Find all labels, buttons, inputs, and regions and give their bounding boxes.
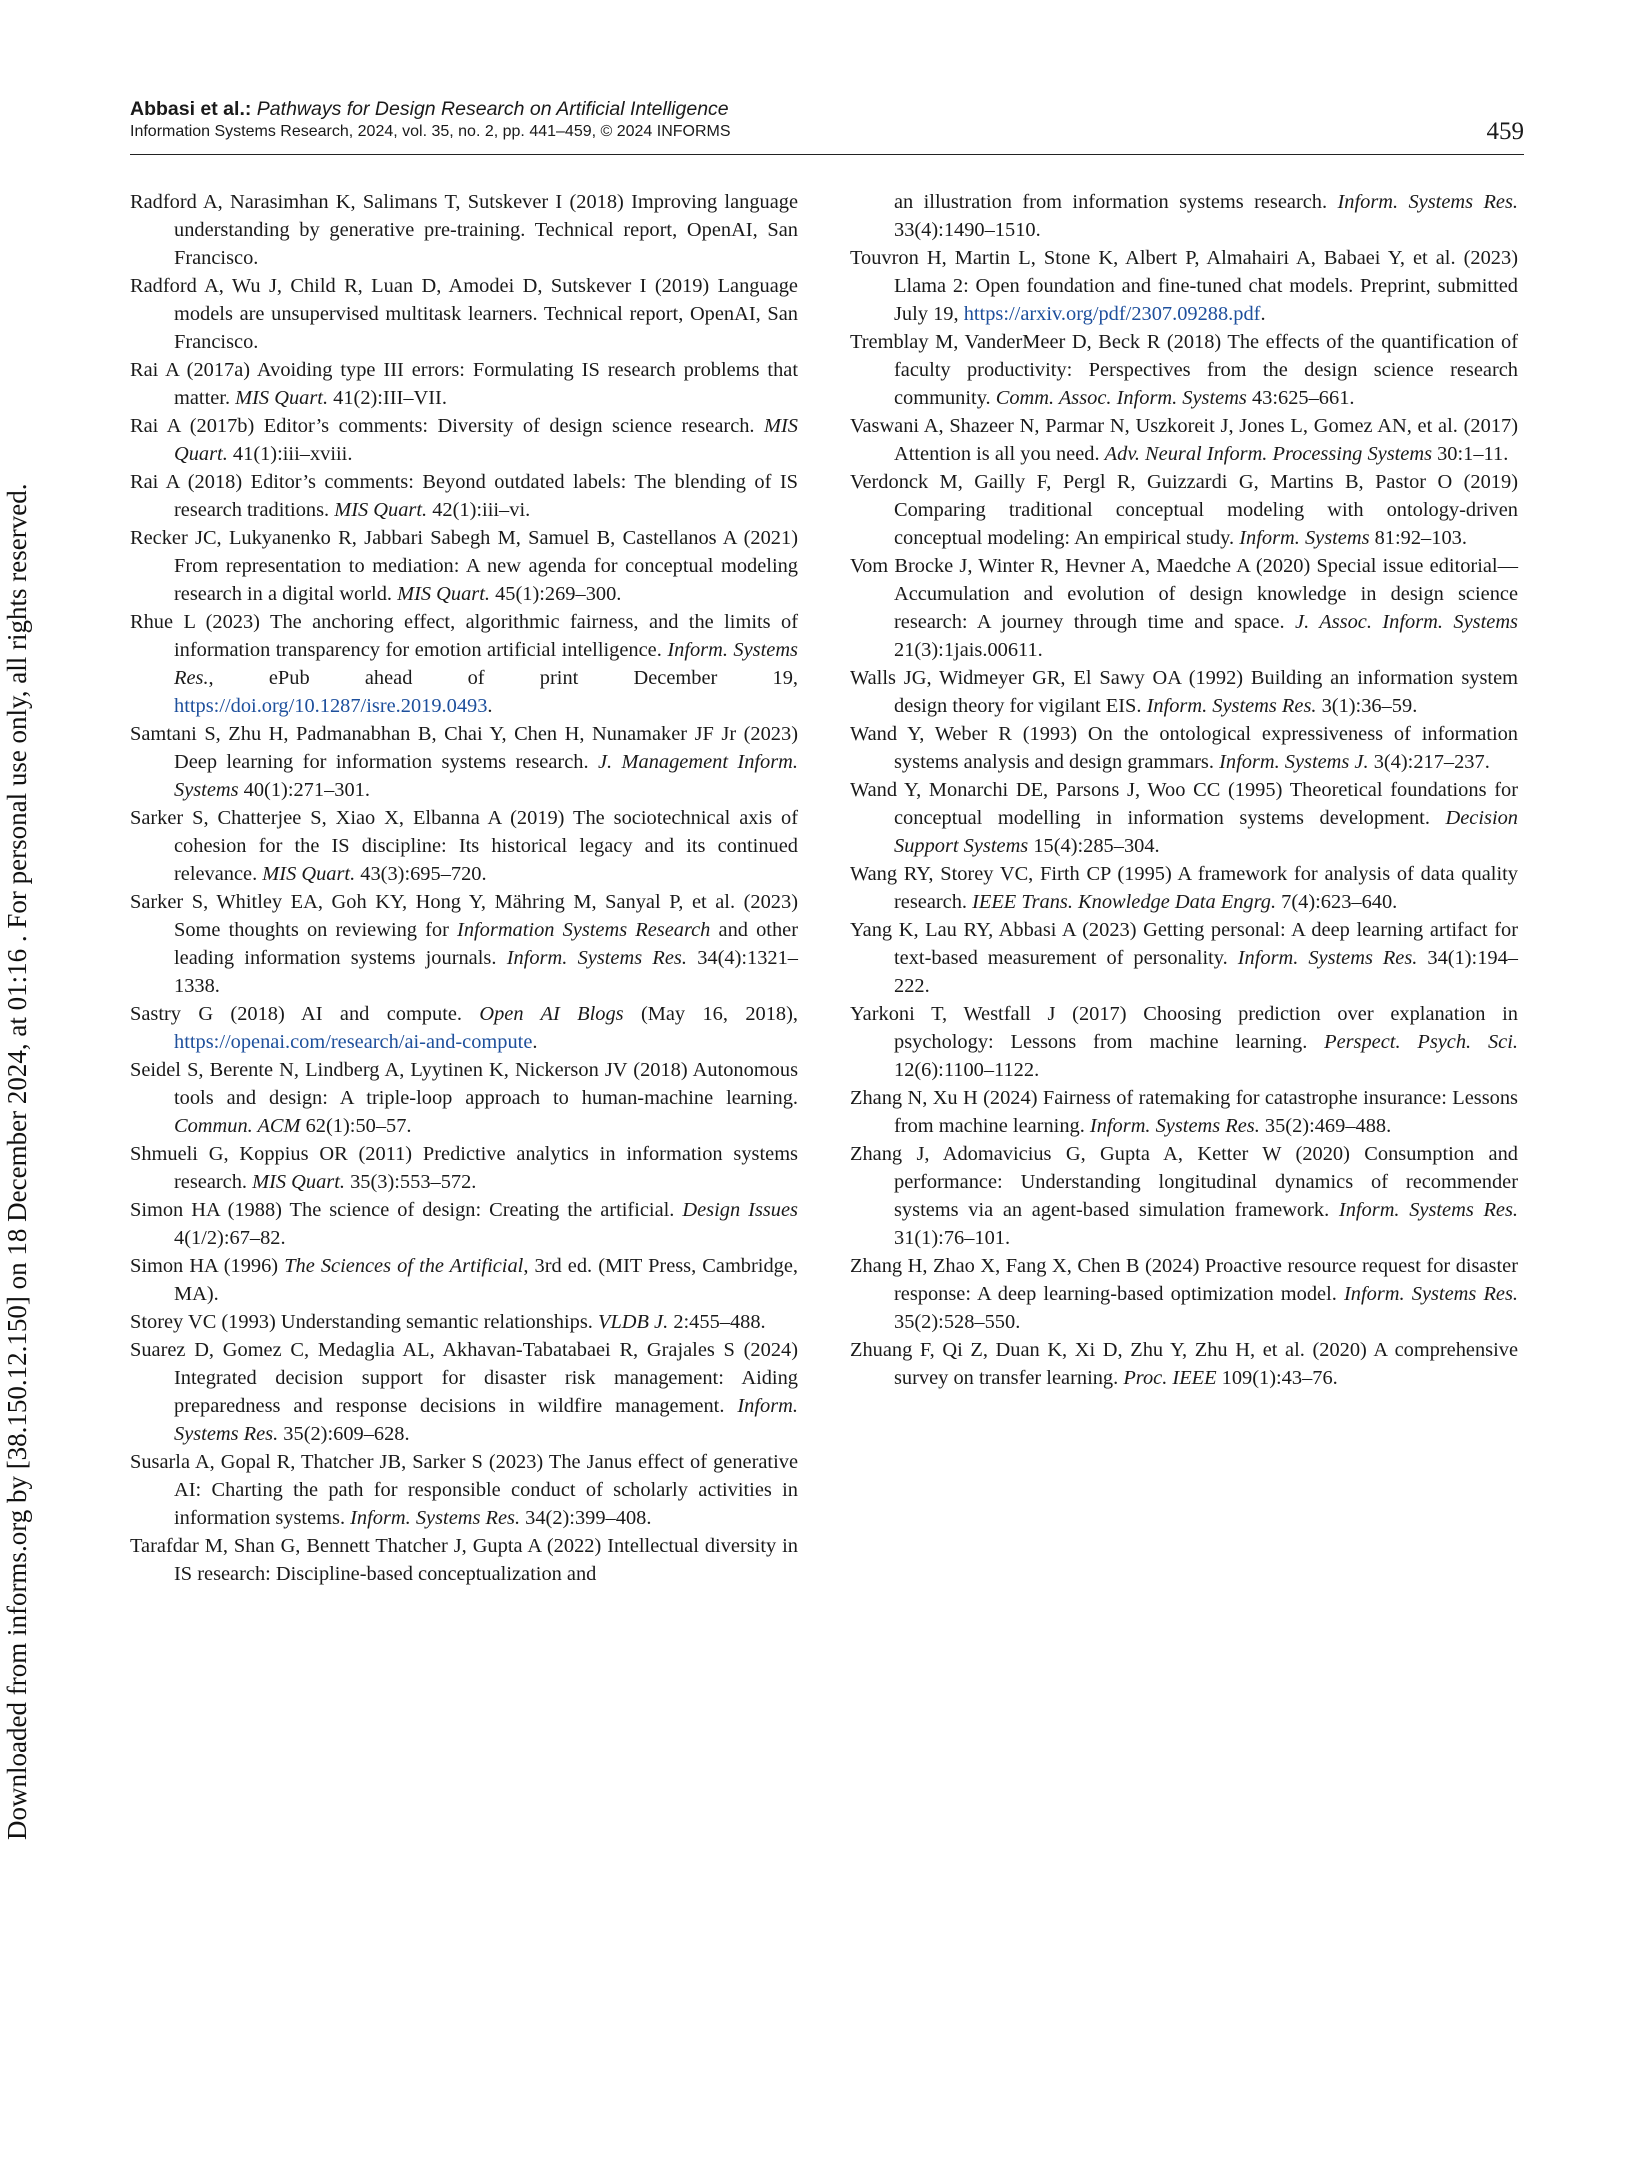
reference-entry (850, 468, 1518, 552)
reference-text: Samtani S, Zhu H, Padmanabhan B, Chai Y, Chen H, Nunamaker JF Jr (2023) Deep learning for information systems research. (130, 723, 798, 773)
reference-end: . (487, 695, 493, 717)
reference-text: Touvron H, Martin L, Stone K, Albert P, Almahairi A, Babaei Y, et al. (2023) Llama 2: Open foundation and fine-tuned chat models. Preprint, submitted July 19, (850, 247, 1518, 325)
reference-entry (130, 1252, 798, 1308)
reference-tail: 41(2):III–VII. (328, 387, 447, 409)
reference-text: Sastry G (2018) AI and compute. (130, 1003, 480, 1025)
reference-end: . (532, 1031, 538, 1053)
reference-entry (850, 720, 1518, 776)
reference-entry (850, 328, 1518, 412)
reference-entry (130, 1448, 798, 1532)
reference-tail: 30:1–11. (1432, 443, 1509, 465)
reference-text: Seidel S, Berente N, Lindberg A, Lyytinen K, Nickerson JV (2018) Autonomous tools and design: A triple-loop approach to human-machine learning. (130, 1059, 798, 1109)
reference-tail: 40(1):271–301. (238, 779, 370, 801)
reference-entry (850, 412, 1518, 468)
reference-tail: 31(1):76–101. (894, 1227, 1011, 1249)
reference-entry (130, 720, 798, 804)
reference-entry (850, 1140, 1518, 1252)
reference-journal: Design Issues (682, 1199, 798, 1221)
reference-tail: 45(1):269–300. (489, 583, 622, 605)
reference-journal: Proc. IEEE (1123, 1367, 1217, 1389)
reference-link[interactable]: https://arxiv.org/pdf/2307.09288.pdf (963, 303, 1261, 325)
reference-entry (850, 1336, 1518, 1392)
reference-entry (850, 1084, 1518, 1140)
reference-text: Rai A (2018) Editor’s comments: Beyond outdated labels: The blending of IS research traditions. (130, 471, 798, 521)
reference-journal: Information Systems Research (457, 919, 711, 941)
download-watermark: Downloaded from informs.org by [38.150.12.150] on 18 December 2024, at 01:16 . For personal use only, all rights reserved. (2, 483, 32, 1840)
reference-journal: Inform. Systems J. (1219, 751, 1369, 773)
reference-entry (130, 1000, 798, 1056)
reference-entry (130, 468, 798, 524)
reference-text: Walls JG, Widmeyer GR, El Sawy OA (1992) Building an information system design theory for vigilant EIS. (850, 667, 1518, 717)
reference-journal: Comm. Assoc. Inform. Systems (995, 387, 1247, 409)
reference-text: Susarla A, Gopal R, Thatcher JB, Sarker S (2023) The Janus effect of generative AI: Charting the path for responsible conduct of scholarly activities in information systems. (130, 1451, 798, 1529)
reference-tail: 3(4):217–237. (1368, 751, 1490, 773)
reference-text: Storey VC (1993) Understanding semantic relationships. (130, 1311, 598, 1333)
reference-tail: 62(1):50–57. (300, 1115, 412, 1137)
header-title-line (130, 98, 1524, 121)
reference-journal: IEEE Trans. Knowledge Data Engrg. (972, 891, 1277, 913)
reference-journal: Inform. Systems Res. (174, 1395, 798, 1445)
reference-journal: Inform. Systems Res. (506, 947, 687, 969)
reference-journal: Adv. Neural Inform. Processing Systems (1104, 443, 1433, 465)
running-header (130, 98, 1524, 143)
reference-entry (130, 1336, 798, 1448)
reference-tail: (May 16, 2018), (623, 1003, 798, 1025)
reference-entry (850, 916, 1518, 1000)
reference-tail: 43(3):695–720. (355, 863, 487, 885)
reference-tail: 33(4):1490–1510. (894, 219, 1041, 241)
reference-tail: 34(1):194–222. (894, 947, 1518, 997)
reference-entry (130, 188, 798, 272)
reference-journal: Inform. Systems Res. (1089, 1115, 1260, 1137)
reference-journal: MIS Quart. (174, 415, 798, 465)
reference-entry (850, 552, 1518, 664)
header-authors: Abbasi et al.: (130, 98, 252, 120)
reference-journal: MIS Quart. (334, 499, 428, 521)
reference-text: Tarafdar M, Shan G, Bennett Thatcher J, Gupta A (2022) Intellectual diversity in IS research: Discipline-based conceptualization and (130, 1535, 798, 1585)
reference-link[interactable]: https://doi.org/10.1287/isre.2019.0493 (174, 695, 488, 717)
reference-text: Zhang J, Adomavicius G, Gupta A, Ketter W (2020) Consumption and performance: Understanding longitudinal dynamics of recommender systems via an agent-based simulation framework. (850, 1143, 1518, 1221)
reference-tail: 43:625–661. (1246, 387, 1355, 409)
header-article-title: Pathways for Design Research on Artificial Intelligence (256, 98, 729, 120)
reference-text: Yarkoni T, Westfall J (2017) Choosing prediction over explanation in psychology: Lessons from machine learning. (850, 1003, 1518, 1053)
reference-entry (130, 412, 798, 468)
reference-tail: 4(1/2):67–82. (174, 1227, 286, 1249)
reference-entry (130, 1308, 798, 1336)
reference-journal: Inform. Systems Res. (174, 639, 798, 689)
reference-entry (130, 272, 798, 356)
reference-entry (130, 1140, 798, 1196)
reference-tail: 12(6):1100–1122. (894, 1059, 1040, 1081)
reference-journal: Commun. ACM (174, 1115, 301, 1137)
reference-entry (130, 608, 798, 720)
reference-journal: Inform. Systems Res. (350, 1507, 521, 1529)
reference-journal: MIS Quart. (262, 863, 356, 885)
reference-tail: 7(4):623–640. (1276, 891, 1398, 913)
header-rule (130, 154, 1524, 155)
reference-text: Rai A (2017b) Editor’s comments: Diversity of design science research. (130, 415, 765, 437)
reference-text: Rai A (2017a) Avoiding type III errors: Formulating IS research problems that matter. (130, 359, 798, 409)
reference-entry (850, 776, 1518, 860)
reference-text: Simon HA (1988) The science of design: Creating the artificial. (130, 1199, 683, 1221)
reference-tail: 2:455–488. (668, 1311, 766, 1333)
reference-tail: 41(1):iii–xviii. (227, 443, 353, 465)
reference-text: Wand Y, Monarchi DE, Parsons J, Woo CC (1995) Theoretical foundations for conceptual modelling in information systems development. (850, 779, 1518, 829)
reference-journal: MIS Quart. (397, 583, 490, 605)
reference-journal: The Sciences of the Artificial (284, 1255, 524, 1277)
reference-link[interactable]: https://openai.com/research/ai-and-compute (174, 1031, 533, 1053)
reference-text: Shmueli G, Koppius OR (2011) Predictive analytics in information systems research. (130, 1143, 798, 1193)
reference-text: Wand Y, Weber R (1993) On the ontological expressiveness of information systems analysis and design grammars. (850, 723, 1518, 773)
reference-journal: Decision Support Systems (894, 807, 1518, 857)
reference-continuation (850, 188, 1518, 244)
reference-journal: VLDB J. (597, 1311, 669, 1333)
reference-journal: Inform. Systems Res. (1237, 947, 1418, 969)
reference-text: Tremblay M, VanderMeer D, Beck R (2018) The effects of the quantification of faculty productivity: Perspectives from the design science research community. (850, 331, 1518, 409)
reference-text: Zhang H, Zhao X, Fang X, Chen B (2024) Proactive resource request for disaster response: A deep learning-based optimization model. (850, 1255, 1518, 1305)
reference-text: Rhue L (2023) The anchoring effect, algorithmic fairness, and the limits of information transparency for emotion artificial intelligence. (130, 611, 798, 661)
reference-text: Zhuang F, Qi Z, Duan K, Xi D, Zhu Y, Zhu H, et al. (2020) A comprehensive survey on transfer learning. (850, 1339, 1518, 1389)
reference-entry (130, 356, 798, 412)
reference-text: Simon HA (1996) (130, 1255, 285, 1277)
reference-text: Radford A, Narasimhan K, Salimans T, Sutskever I (2018) Improving language understanding by generative pre-training. Technical report, OpenAI, San Francisco. (130, 191, 798, 269)
reference-tail: 42(1):iii–vi. (427, 499, 531, 521)
reference-journal: MIS Quart. (252, 1171, 345, 1193)
reference-tail: 35(3):553–572. (345, 1171, 477, 1193)
reference-journal: Open AI Blogs (479, 1003, 624, 1025)
reference-journal: J. Assoc. Inform. Systems (1295, 611, 1518, 633)
reference-journal: J. Management Inform. Systems (174, 751, 799, 801)
reference-entry (850, 1000, 1518, 1084)
reference-journal: Inform. Systems Res. (1338, 1199, 1518, 1221)
reference-entry (850, 1252, 1518, 1336)
reference-text: Recker JC, Lukyanenko R, Jabbari Sabegh M, Samuel B, Castellanos A (2021) From representation to mediation: A new agenda for conceptual modeling research in a digital world. (130, 527, 798, 605)
reference-tail: 3(1):36–59. (1316, 695, 1418, 717)
reference-journal: Perspect. Psych. Sci. (1324, 1031, 1518, 1053)
reference-tail: 21(3):1jais.00611. (894, 639, 1043, 661)
reference-text: Suarez D, Gomez C, Medaglia AL, Akhavan-Tabatabaei R, Grajales S (2024) Integrated decision support for disaster risk management: Aiding preparedness and response decisions in wildfire management. (130, 1339, 798, 1417)
reference-tail: , ePub ahead of print December 19, (208, 667, 798, 689)
reference-tail: 81:92–103. (1369, 527, 1467, 549)
reference-tail: 109(1):43–76. (1216, 1367, 1338, 1389)
reference-entry (130, 1196, 798, 1252)
reference-text: Verdonck M, Gailly F, Pergl R, Guizzardi G, Martins B, Pastor O (2019) Comparing traditional conceptual modeling with ontology-driven conceptual modeling: An empirical study. (850, 471, 1518, 549)
references-right-column (850, 188, 1518, 1392)
reference-tail: 34(2):399–408. (520, 1507, 652, 1529)
reference-text: Yang K, Lau RY, Abbasi A (2023) Getting personal: A deep learning artifact for text-based measurement of personality. (850, 919, 1518, 969)
reference-journal: MIS Quart. (235, 387, 329, 409)
reference-tail: 15(4):285–304. (1028, 835, 1160, 857)
reference-tail: 34(4):1321–1338. (174, 947, 799, 997)
reference-journal: Inform. Systems Res. (1146, 695, 1317, 717)
reference-entry (130, 524, 798, 608)
reference-text: Wang RY, Storey VC, Firth CP (1995) A framework for analysis of data quality research. (850, 863, 1518, 913)
reference-tail: 35(2):528–550. (894, 1311, 1021, 1333)
reference-text: Zhang N, Xu H (2024) Fairness of ratemaking for catastrophe insurance: Lessons from machine learning. (850, 1087, 1518, 1137)
reference-entry (850, 860, 1518, 916)
reference-entry (850, 244, 1518, 328)
reference-entry (130, 888, 798, 1000)
reference-entry (130, 1056, 798, 1140)
reference-journal: Inform. Systems Res. (1344, 1283, 1518, 1305)
reference-entry (130, 804, 798, 888)
reference-text: Vaswani A, Shazeer N, Parmar N, Uszkoreit J, Jones L, Gomez AN, et al. (2017) Attention is all you need. (850, 415, 1518, 465)
reference-journal: Inform. Systems (1239, 527, 1370, 549)
reference-tail: , 3rd ed. (MIT Press, Cambridge, MA). (174, 1255, 798, 1305)
page-number: 459 (1486, 118, 1524, 145)
reference-tail: 35(2):609–628. (278, 1423, 410, 1445)
reference-text: Radford A, Wu J, Child R, Luan D, Amodei D, Sutskever I (2019) Language models are unsupervised multitask learners. Technical report, OpenAI, San Francisco. (130, 275, 798, 353)
reference-text: an illustration from information systems research. (894, 191, 1338, 213)
reference-tail: and other leading information systems journals. (174, 919, 798, 969)
reference-text: Vom Brocke J, Winter R, Hevner A, Maedche A (2020) Special issue editorial—Accumulation and evolution of design knowledge in design science research: A journey through time and space. (850, 555, 1518, 633)
reference-end: . (1260, 303, 1266, 325)
reference-tail: 35(2):469–488. (1259, 1115, 1392, 1137)
reference-entry (850, 664, 1518, 720)
reference-journal: Inform. Systems Res. (1337, 191, 1518, 213)
header-citation: Information Systems Research, 2024, vol. 35, no. 2, pp. 441–459, © 2024 INFORMS (130, 123, 731, 140)
reference-entry (130, 1532, 798, 1588)
reference-text: Sarker S, Chatterjee S, Xiao X, Elbanna A (2019) The sociotechnical axis of cohesion for the IS discipline: Its historical legacy and its continued relevance. (130, 807, 798, 885)
reference-text: Sarker S, Whitley EA, Goh KY, Hong Y, Mähring M, Sanyal P, et al. (2023) Some thoughts on reviewing for (130, 891, 798, 941)
references-left-column (130, 188, 798, 1588)
